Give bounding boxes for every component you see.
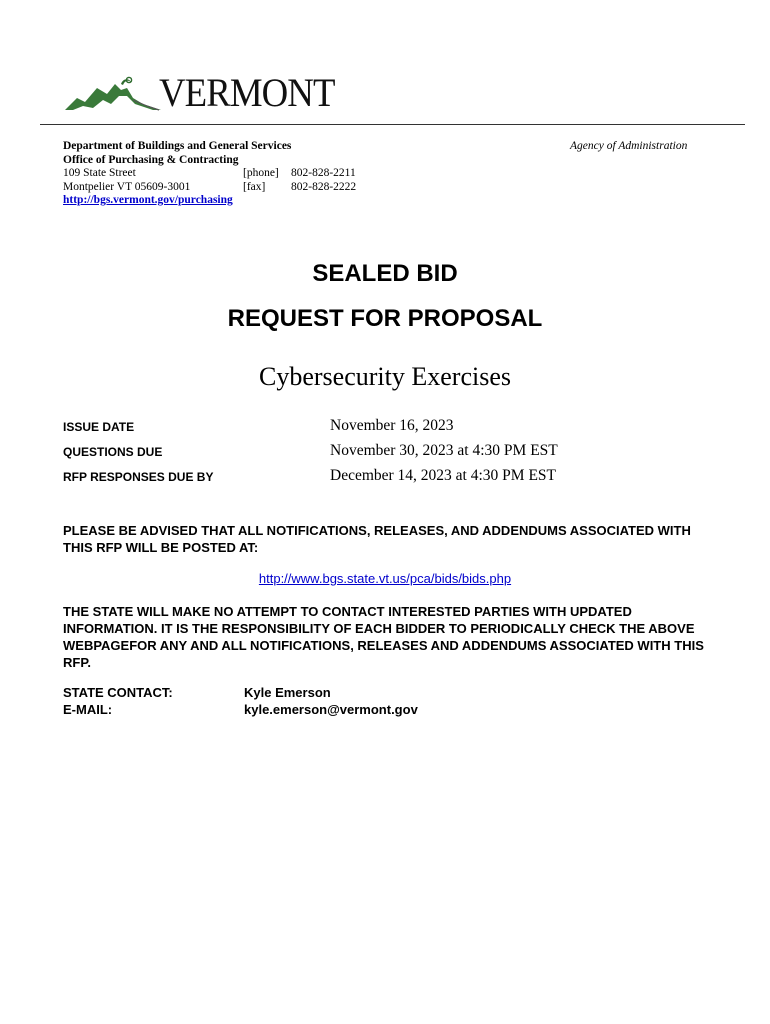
header-divider — [40, 124, 745, 125]
questions-due-label: QUESTIONS DUE — [63, 445, 163, 459]
bids-page-link[interactable]: http://www.bgs.state.vt.us/pca/bids/bids.php — [258, 571, 512, 586]
purchasing-website-link[interactable]: http://bgs.vermont.gov/purchasing — [63, 194, 233, 206]
department-address-block — [63, 140, 356, 208]
email-label: E-MAIL: — [63, 702, 113, 717]
responses-due-value: December 14, 2023 at 4:30 PM EST — [330, 467, 557, 484]
project-title: Cybersecurity Exercises — [259, 362, 511, 391]
street-address: 109 State Street — [63, 167, 136, 179]
sealed-bid-heading: SEALED BID — [312, 260, 458, 287]
state-contact-label: STATE CONTACT: — [63, 685, 173, 700]
address-row-street — [63, 167, 356, 181]
address-row-city — [63, 181, 356, 195]
posting-notice: PLEASE BE ADVISED THAT ALL NOTIFICATIONS, RELEASES, AND ADDENDUMS ASSOCIATED WITH THIS RFP WILL BE POSTED AT: — [63, 523, 691, 555]
rfp-heading: REQUEST FOR PROPOSAL — [227, 305, 543, 332]
state-contact-name: Kyle Emerson — [244, 685, 331, 700]
responses-due-label: RFP RESPONSES DUE BY — [63, 470, 214, 484]
contact-email[interactable]: kyle.emerson@vermont.gov — [244, 702, 418, 717]
questions-due-value: November 30, 2023 at 4:30 PM EST — [330, 442, 558, 459]
agency-name: Agency of Administration — [570, 140, 688, 152]
vermont-mountain-logo-icon — [63, 74, 163, 112]
responsibility-notice: THE STATE WILL MAKE NO ATTEMPT TO CONTACT INTERESTED PARTIES WITH UPDATED INFORMATION. IT IS THE RESPONSIBILITY OF EACH BIDDER TO PERIODICALLY CHECK THE ABOVE WEBPAGEFOR ANY AND ALL NOTIFICATIONS, RELEASES AND ADDENDUMS ASSOCIATED WITH THIS RFP. — [63, 604, 704, 670]
vermont-logo — [63, 72, 348, 114]
fax-label: [fax] — [243, 180, 266, 193]
city-address: Montpelier VT 05609-3001 — [63, 180, 191, 193]
phone-number: 802-828-2211 — [291, 167, 356, 179]
vermont-wordmark: VERMONT — [159, 70, 335, 115]
issue-date-label: ISSUE DATE — [63, 420, 135, 434]
phone-label: [phone] — [243, 167, 279, 179]
office-name: Office of Purchasing & Contracting — [63, 153, 239, 166]
fax-number: 802-828-2222 — [291, 180, 357, 193]
issue-date-value: November 16, 2023 — [330, 417, 454, 434]
department-name: Department of Buildings and General Services — [63, 140, 292, 152]
